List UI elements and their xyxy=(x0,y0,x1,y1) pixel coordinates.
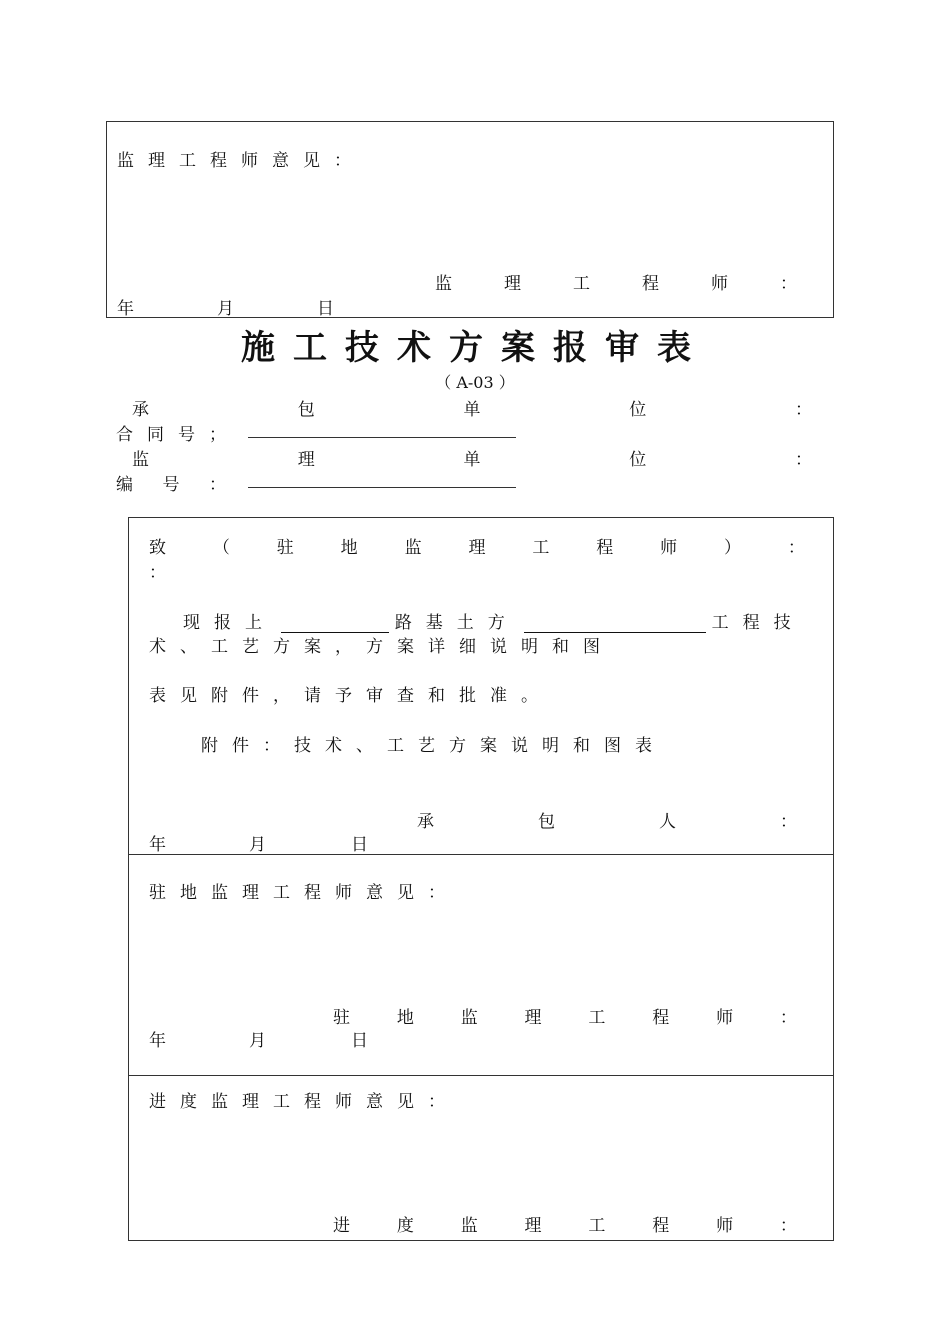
attachment-line: 附件：技术、工艺方案说明和图表 xyxy=(201,736,666,756)
to-char: 师 xyxy=(660,538,678,558)
sig-char: 程 xyxy=(642,274,659,294)
sig-char: 工 xyxy=(588,1216,606,1236)
sig-char: ： xyxy=(779,1216,797,1236)
label-char: 单 xyxy=(463,450,481,470)
sig-char: 监 xyxy=(460,1216,478,1236)
contractor-signature-line xyxy=(417,807,797,832)
form-code: （ A-03 ） xyxy=(435,373,515,392)
sig-char: 承 xyxy=(417,812,434,832)
supervisor-unit-field xyxy=(132,445,812,470)
label-char: 承 xyxy=(132,400,149,420)
sig-char: 师 xyxy=(716,1008,734,1028)
contractor-field xyxy=(132,395,812,420)
to-char: 程 xyxy=(596,538,614,558)
date-month: 月 xyxy=(249,1031,266,1051)
approval-table xyxy=(128,517,834,1241)
supervisor-opinion-label: 监理工程师意见： xyxy=(117,151,365,171)
date-year: 年 xyxy=(117,299,134,319)
report-blank-1 xyxy=(281,614,389,633)
sig-char: 监 xyxy=(435,274,452,294)
date-day: 日 xyxy=(317,299,334,319)
label-char: 号 xyxy=(162,475,180,495)
sig-char: 包 xyxy=(538,812,555,832)
contract-no-label: 合同号； xyxy=(116,425,240,445)
sig-char: 工 xyxy=(588,1008,606,1028)
date-month: 月 xyxy=(217,299,234,319)
date-year: 年 xyxy=(149,835,166,855)
to-char: 驻 xyxy=(276,538,294,558)
to-char: ： xyxy=(787,538,805,558)
sig-char: 驻 xyxy=(333,1008,350,1028)
label-char: 单 xyxy=(463,400,481,420)
label-char: 位 xyxy=(629,400,647,420)
contract-no-underline xyxy=(248,437,516,438)
to-line xyxy=(149,533,805,558)
label-char: 编 xyxy=(116,475,133,495)
sig-char: 地 xyxy=(396,1008,414,1028)
resident-signature-line xyxy=(333,1003,797,1028)
report-line-1 xyxy=(183,608,805,633)
top-opinion-box xyxy=(106,121,834,318)
serial-no-field xyxy=(116,470,226,495)
report-mid: 路基土方 xyxy=(394,613,519,633)
form-title: 施工技术方案报审表 xyxy=(241,328,709,368)
sig-char: 工 xyxy=(573,274,590,294)
report-line-3: 表见附件，请予审查和批准。 xyxy=(149,686,552,706)
sig-char: 程 xyxy=(652,1216,670,1236)
to-line-cont: ： xyxy=(149,563,166,583)
sig-char: ： xyxy=(780,812,797,832)
sig-char: 监 xyxy=(460,1008,478,1028)
label-char: 理 xyxy=(297,450,315,470)
sig-char: 师 xyxy=(716,1216,734,1236)
contract-no-field xyxy=(116,420,240,445)
progress-opinion-label: 进度监理工程师意见： xyxy=(149,1092,459,1112)
sig-char: 理 xyxy=(504,274,521,294)
label-char: ： xyxy=(209,475,226,495)
to-char: 地 xyxy=(340,538,358,558)
resident-opinion-label: 驻地监理工程师意见： xyxy=(149,883,459,903)
sig-char: 人 xyxy=(659,812,676,832)
report-line-2: 术、工艺方案，方案详细说明和图 xyxy=(149,637,614,657)
label-char: 位 xyxy=(629,450,647,470)
to-char: 工 xyxy=(532,538,550,558)
sig-char: 度 xyxy=(396,1216,414,1236)
section-divider xyxy=(129,854,833,855)
sig-char: 理 xyxy=(524,1008,542,1028)
to-char: 理 xyxy=(468,538,486,558)
date-year: 年 xyxy=(149,1031,166,1051)
to-char: ） xyxy=(724,538,742,558)
label-char: 监 xyxy=(132,450,149,470)
report-post: 工程技 xyxy=(711,613,805,633)
progress-signature-line xyxy=(333,1211,797,1236)
label-char: 包 xyxy=(297,400,315,420)
section-divider xyxy=(129,1075,833,1076)
serial-no-underline xyxy=(248,487,516,488)
report-blank-2 xyxy=(524,614,706,633)
sig-char: ： xyxy=(779,1008,797,1028)
date-day: 日 xyxy=(351,1031,368,1051)
sig-char: 师 xyxy=(711,274,728,294)
sig-char: 进 xyxy=(333,1216,350,1236)
date-day: 日 xyxy=(351,835,368,855)
label-char: ： xyxy=(795,400,812,420)
sig-char: 理 xyxy=(524,1216,542,1236)
to-char: （ xyxy=(212,538,230,558)
date-month: 月 xyxy=(249,835,266,855)
to-char: 监 xyxy=(404,538,422,558)
to-char: 致 xyxy=(149,538,166,558)
label-char: ： xyxy=(795,450,812,470)
supervisor-signature-line xyxy=(435,269,797,294)
sig-char: ： xyxy=(780,274,797,294)
report-pre: 现报上 xyxy=(183,613,276,633)
sig-char: 程 xyxy=(652,1008,670,1028)
